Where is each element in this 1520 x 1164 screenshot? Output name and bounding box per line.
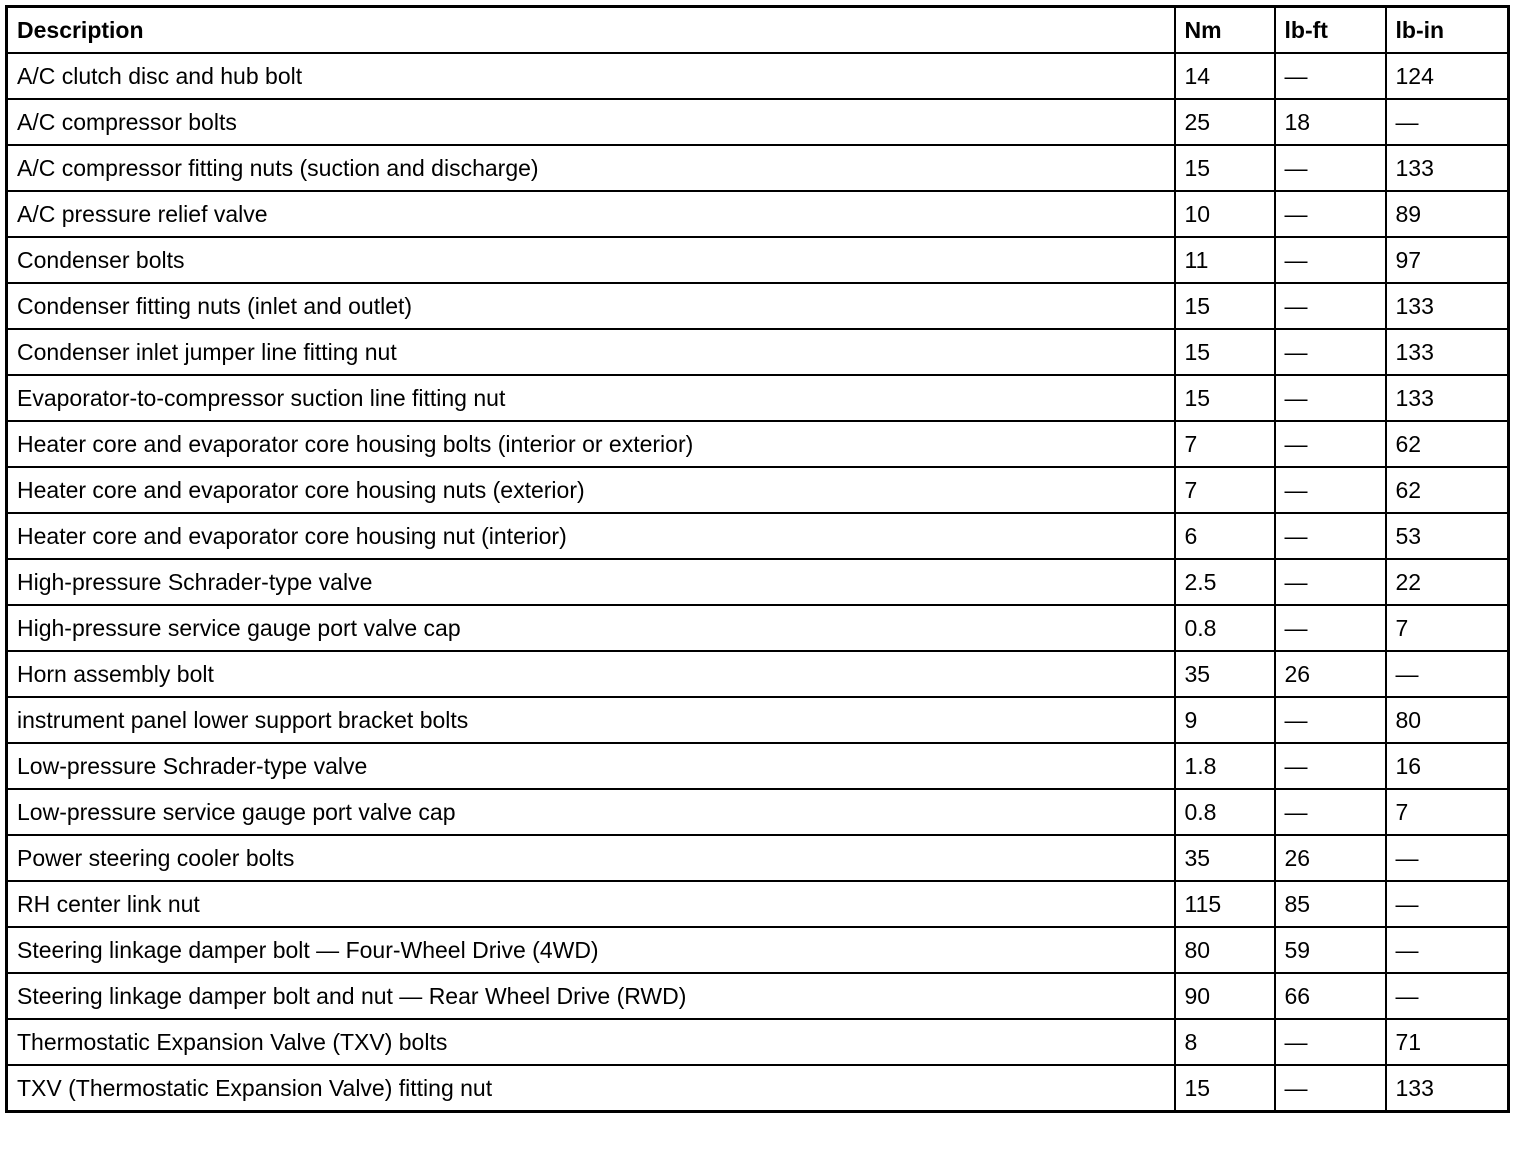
cell-lbin: — [1386, 973, 1509, 1019]
cell-lbft: — [1275, 421, 1386, 467]
cell-lbin: 133 [1386, 375, 1509, 421]
cell-description: Heater core and evaporator core housing bolts (interior or exterior) [7, 421, 1175, 467]
cell-nm: 0.8 [1175, 789, 1275, 835]
cell-lbft: — [1275, 191, 1386, 237]
cell-lbft: — [1275, 329, 1386, 375]
cell-lbin: 133 [1386, 1065, 1509, 1112]
table-row [7, 99, 1509, 145]
cell-description: RH center link nut [7, 881, 1175, 927]
table-row [7, 237, 1509, 283]
cell-nm: 90 [1175, 973, 1275, 1019]
cell-lbft: — [1275, 375, 1386, 421]
cell-nm: 0.8 [1175, 605, 1275, 651]
cell-nm: 7 [1175, 421, 1275, 467]
table-row [7, 191, 1509, 237]
header-nm: Nm [1175, 7, 1275, 54]
table-row [7, 329, 1509, 375]
cell-lbft: — [1275, 283, 1386, 329]
cell-lbin: 133 [1386, 283, 1509, 329]
cell-lbin: 89 [1386, 191, 1509, 237]
cell-lbft: — [1275, 237, 1386, 283]
table-row [7, 973, 1509, 1019]
cell-description: Evaporator-to-compressor suction line fitting nut [7, 375, 1175, 421]
cell-lbft: 26 [1275, 835, 1386, 881]
table-row [7, 927, 1509, 973]
table-row [7, 559, 1509, 605]
table-row [7, 421, 1509, 467]
cell-description: A/C compressor fitting nuts (suction and discharge) [7, 145, 1175, 191]
cell-description: Condenser bolts [7, 237, 1175, 283]
table-row [7, 513, 1509, 559]
cell-lbin: 7 [1386, 789, 1509, 835]
cell-lbft: — [1275, 789, 1386, 835]
table-row [7, 283, 1509, 329]
cell-lbin: 97 [1386, 237, 1509, 283]
table-row [7, 789, 1509, 835]
cell-lbft: — [1275, 53, 1386, 99]
table-row [7, 53, 1509, 99]
cell-description: High-pressure service gauge port valve cap [7, 605, 1175, 651]
cell-nm: 9 [1175, 697, 1275, 743]
cell-lbft: — [1275, 559, 1386, 605]
cell-nm: 8 [1175, 1019, 1275, 1065]
cell-description: Thermostatic Expansion Valve (TXV) bolts [7, 1019, 1175, 1065]
cell-lbin: 53 [1386, 513, 1509, 559]
table-row [7, 1065, 1509, 1112]
cell-lbin: — [1386, 99, 1509, 145]
cell-description: Low-pressure Schrader-type valve [7, 743, 1175, 789]
table-row [7, 697, 1509, 743]
cell-lbin: 80 [1386, 697, 1509, 743]
cell-nm: 80 [1175, 927, 1275, 973]
cell-lbft: — [1275, 605, 1386, 651]
cell-lbft: — [1275, 513, 1386, 559]
torque-spec-table [5, 5, 1510, 1113]
cell-nm: 6 [1175, 513, 1275, 559]
cell-lbin: — [1386, 835, 1509, 881]
cell-lbft: 85 [1275, 881, 1386, 927]
table-body [7, 53, 1509, 1112]
cell-nm: 15 [1175, 283, 1275, 329]
cell-nm: 15 [1175, 1065, 1275, 1112]
cell-lbin: 16 [1386, 743, 1509, 789]
table-row [7, 375, 1509, 421]
cell-lbft: — [1275, 1065, 1386, 1112]
cell-lbft: 59 [1275, 927, 1386, 973]
cell-description: Condenser inlet jumper line fitting nut [7, 329, 1175, 375]
cell-lbft: — [1275, 1019, 1386, 1065]
table-row [7, 467, 1509, 513]
cell-lbft: 18 [1275, 99, 1386, 145]
cell-nm: 11 [1175, 237, 1275, 283]
cell-nm: 35 [1175, 651, 1275, 697]
cell-lbin: 124 [1386, 53, 1509, 99]
cell-lbin: 62 [1386, 467, 1509, 513]
cell-lbft: 26 [1275, 651, 1386, 697]
cell-lbin: — [1386, 881, 1509, 927]
header-description: Description [7, 7, 1175, 54]
cell-nm: 115 [1175, 881, 1275, 927]
cell-lbin: 22 [1386, 559, 1509, 605]
cell-nm: 10 [1175, 191, 1275, 237]
table-row [7, 145, 1509, 191]
cell-lbin: 62 [1386, 421, 1509, 467]
table-row [7, 743, 1509, 789]
cell-lbft: — [1275, 697, 1386, 743]
cell-nm: 15 [1175, 329, 1275, 375]
cell-description: Steering linkage damper bolt and nut — Rear Wheel Drive (RWD) [7, 973, 1175, 1019]
table-row [7, 835, 1509, 881]
cell-description: A/C clutch disc and hub bolt [7, 53, 1175, 99]
cell-nm: 2.5 [1175, 559, 1275, 605]
cell-description: A/C pressure relief valve [7, 191, 1175, 237]
cell-lbin: — [1386, 927, 1509, 973]
cell-nm: 1.8 [1175, 743, 1275, 789]
cell-description: Condenser fitting nuts (inlet and outlet) [7, 283, 1175, 329]
header-lbin: lb-in [1386, 7, 1509, 54]
table-row [7, 651, 1509, 697]
cell-description: Steering linkage damper bolt — Four-Wheel Drive (4WD) [7, 927, 1175, 973]
cell-nm: 35 [1175, 835, 1275, 881]
table-row [7, 881, 1509, 927]
cell-lbin: 71 [1386, 1019, 1509, 1065]
cell-description: Heater core and evaporator core housing nuts (exterior) [7, 467, 1175, 513]
cell-lbin: 133 [1386, 329, 1509, 375]
cell-nm: 15 [1175, 145, 1275, 191]
cell-description: Heater core and evaporator core housing nut (interior) [7, 513, 1175, 559]
header-row [7, 7, 1509, 54]
cell-description: High-pressure Schrader-type valve [7, 559, 1175, 605]
cell-lbft: — [1275, 743, 1386, 789]
cell-description: Power steering cooler bolts [7, 835, 1175, 881]
cell-description: Low-pressure service gauge port valve cap [7, 789, 1175, 835]
table-row [7, 605, 1509, 651]
cell-nm: 14 [1175, 53, 1275, 99]
cell-description: Horn assembly bolt [7, 651, 1175, 697]
cell-nm: 15 [1175, 375, 1275, 421]
cell-nm: 25 [1175, 99, 1275, 145]
cell-description: TXV (Thermostatic Expansion Valve) fitting nut [7, 1065, 1175, 1112]
cell-lbin: — [1386, 651, 1509, 697]
cell-description: A/C compressor bolts [7, 99, 1175, 145]
cell-lbft: 66 [1275, 973, 1386, 1019]
cell-description: instrument panel lower support bracket bolts [7, 697, 1175, 743]
table-row [7, 1019, 1509, 1065]
cell-lbin: 133 [1386, 145, 1509, 191]
cell-lbin: 7 [1386, 605, 1509, 651]
cell-lbft: — [1275, 145, 1386, 191]
cell-nm: 7 [1175, 467, 1275, 513]
cell-lbft: — [1275, 467, 1386, 513]
header-lbft: lb-ft [1275, 7, 1386, 54]
